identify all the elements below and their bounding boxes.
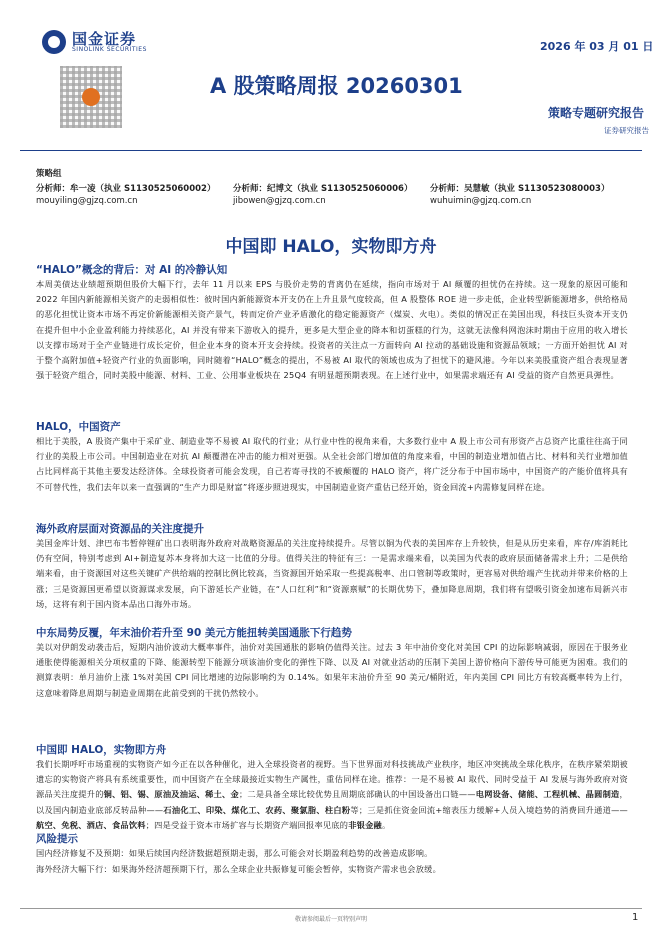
logo-subtext: SINOLINK SECURITIES: [72, 46, 147, 53]
section-title: HALO，中国资产: [36, 421, 121, 433]
section-body: 相比于美股，A 股资产集中于采矿业、制造业等不易被 AI 取代的行业；从行业中性的视角来看，大多数行业中 A 股上市公司有形资产占总资产比重往往高于同行业的美股上市公司。中国制造业在对抗 AI 颠覆潜在冲击的能力相对更强。从全社会部门增加值的角度来看，中国的制造业增加值占比、材料和关行业增加值占比同样高于其他主要发达经济体。全球投资者可能会发现，自己若寄寻找的不被颠覆的 HALO 资产，将广泛分布于中国市场中，中国资产的产能价值将具有不可替代性，我们去年以来一直强调的“生产力即是财富”将逐步照进现实，中国制造业资产重估已经开始，资金回流+内需修复同样在途。: [36, 436, 628, 492]
recommendation-bold: 铜、铝、锡、原油及油运、稀土、金: [103, 789, 239, 800]
header-divider: [20, 150, 642, 151]
footer-divider: [20, 908, 642, 909]
analyst-email: jibowen@gjzq.com.cn: [233, 196, 326, 206]
section-title: “HALO”概念的背后：对 AI 的冷静认知: [36, 264, 228, 276]
body-text: ；二是具备全球比较优势且周期底部确认的中国设备出口链——: [238, 789, 476, 800]
section-body: 美以对伊朗发动袭击后，短期内油价波动大概率事件，油价对美国通胀的影响仍值得关注。过去 3 年中油价变化对美国 CPI 的边际影响减弱，原因在于服务业通胀使得能源相关分项权重的下降、能源转型下能源分项该油价变化的弹性下降、以及 AI 对就业活动的压制下美国上游价格向下游传导可能更为困难。我们的测算表明：单月油价上涨 1%对美国 CPI 同比增速的边际影响约为 0.14%。如果年末油价升至 90 美元/桶附近，年内美国 CPI 同比方有较高概率转为上行，这意味着降息周期与制造业周期在此前受到的干扰仍然较小。: [36, 642, 628, 698]
body-text: ，以及国内制造业底部反转品种——: [36, 789, 628, 815]
recommendation-bold: 石油化工、印染、煤化工、农药、聚氯脂、柱白粉: [163, 804, 351, 815]
section-title: 中国即 HALO，实物即方舟: [36, 744, 167, 756]
qr-center-logo-icon: [82, 88, 100, 106]
analyst-name: 分析师：吴慧敏（执业 S1130523080003）: [430, 184, 610, 194]
risk-item: 国内经济修复不及预期：如果后续国内经济数据超预期走弱，那么可能会对长期盈利趋势的改善造成影响。: [36, 848, 433, 858]
sinolink-logo-icon: [42, 30, 66, 54]
body-text: ；四是受益于资本市场扩容与长期资产端回报率见底的: [145, 819, 349, 830]
report-date: 2026 年 03 月 01 日: [540, 40, 654, 53]
footer-disclaimer: 敬请参阅最后一页特别声明: [294, 916, 367, 923]
body-text: 。: [381, 819, 391, 830]
logo-text: 国金证券: [72, 30, 137, 48]
risk-item: 海外经济大幅下行：如果海外经济超预期下行，那么全球企业共振修复可能会暂停，实物资产需求也会放缓。: [36, 864, 442, 874]
analyst-email: wuhuimin@gjzq.com.cn: [430, 196, 532, 206]
analyst-email: mouyiling@gjzq.com.cn: [36, 196, 138, 206]
section-title: 中东局势反覆，年末油价若升至 90 美元方能扭转美国通胀下行趋势: [36, 627, 352, 639]
report-type: 策略专题研究报告: [548, 106, 645, 120]
analyst-group-label: 策略组: [36, 169, 62, 179]
recommendation-bold: 非银金融: [348, 819, 382, 830]
body-text: 等；三是抓住资金回流+缩表压力缓解+人员入境趋势的消费回升通道——: [350, 804, 628, 815]
analyst-name: 分析师：纪博文（执业 S1130525060006）: [233, 184, 413, 194]
body-text: 我们长期呼吁市场重视的实物资产如今正在以各种催化，进入全球投资者的视野。当下世界面对科技挑战产业秩序，地区冲突挑战全球化秩序，在秩序紧荣期被遗忘的实物资产将具有系统重要性，而中国资产在全球最接近实物生产属性，重估同样在途。推荐：一是不易被 AI 取代、同时受益于 AI 发展与海外政府对资源品关注度提升的: [36, 759, 628, 800]
recommendation-bold: 电网设备、储能、工程机械、晶圆制造: [475, 789, 620, 800]
page-number: 1: [632, 912, 639, 923]
report-title: A 股策略周报 20260301: [210, 74, 463, 98]
main-title: 中国即 HALO，实物即方舟: [225, 237, 437, 257]
analyst-name: 分析师：牟一凌（执业 S1130525060002）: [36, 184, 216, 194]
section-body: [36, 757, 628, 833]
recommendation-bold: 航空、免税、酒店、食品饮料: [36, 819, 146, 830]
section-body: 本周美债达业绩超预期但股价大幅下行，去年 11 月以来 EPS 与股价走势的背离仍在延续，指向市场对于 AI 颠覆的担忧仍在持续。这一现象的原因可能和 2022 年国内新能源相关资产的走弱相似性：彼时国内新能源资本开支仍在上升且景气度较高，但 A 股整体 ROE 进一步走低，企业转型新能源增多，供给格局的恶化担忧让资本市场不再定价新能源相关资产景气，转而定价产业矛盾激化的稳定能源资产（煤炭、火电）。类似的情况正在美国出现，科技巨头资本开支仍在提升但中小企业盈利能力持续恶化，AI 并没有带来下游收入的提升，更多是大型企业的降本和切蛋糕的行为，这就无法像科网泡沫时期由于应用的收入增长以支撑市场对于全产业链进行成长定价，但企业本身的资本开支会持续。投资者的关注点一方面转向 AI 拉动的基础设施和资源品领域；一方面开始担忧 AI 对于整个高附加值+轻资产行业的负面影响，同时随着“HALO”概念的提出，不易被 AI 取代的领域也成为了担忧下的避风港。今年以来美股重资产组合表现显著强于轻资产组合，同时美股中能源、材料、工业、公用事业板块在 25Q4 有明显超预期表现。在上述行业中，如果需求端还有 AI 受益的资产自然更具弹性。: [36, 279, 628, 381]
section-title: 风险提示: [36, 833, 78, 845]
section-title: 海外政府层面对资源品的关注度提升: [36, 523, 204, 535]
report-subtype: 证券研究报告: [604, 126, 649, 135]
section-body: 美国金库计划、津巴布韦暂停锂矿出口表明海外政府对战略资源品的关注度持续提升。尽管以铜为代表的美国库存上升较快，但是从历史来看，库存/库消耗比仍有空间，特别考虑到 AI+制造复苏本身将加大这一比值的分母。值得关注的特征有三：一是需求端来看，以美国为代表的政府层面储备需求上升；二是供给端来看，由于资源国对这些关键矿产供给端的控制比例比较高，当资源国开始采取一些提高税率、出口管制等政策时，更容易对供给端产生扰动并带来价格的上涨；三是资源国更希望以资源谋求发展，向下游延长产业链，在“人口红利”和“资源禀赋”的长期优势下，叠加降息周期，我们将有望吸引资金加速布局新兴市场，这将有利于国内资本品出口海外市场。: [36, 538, 628, 609]
